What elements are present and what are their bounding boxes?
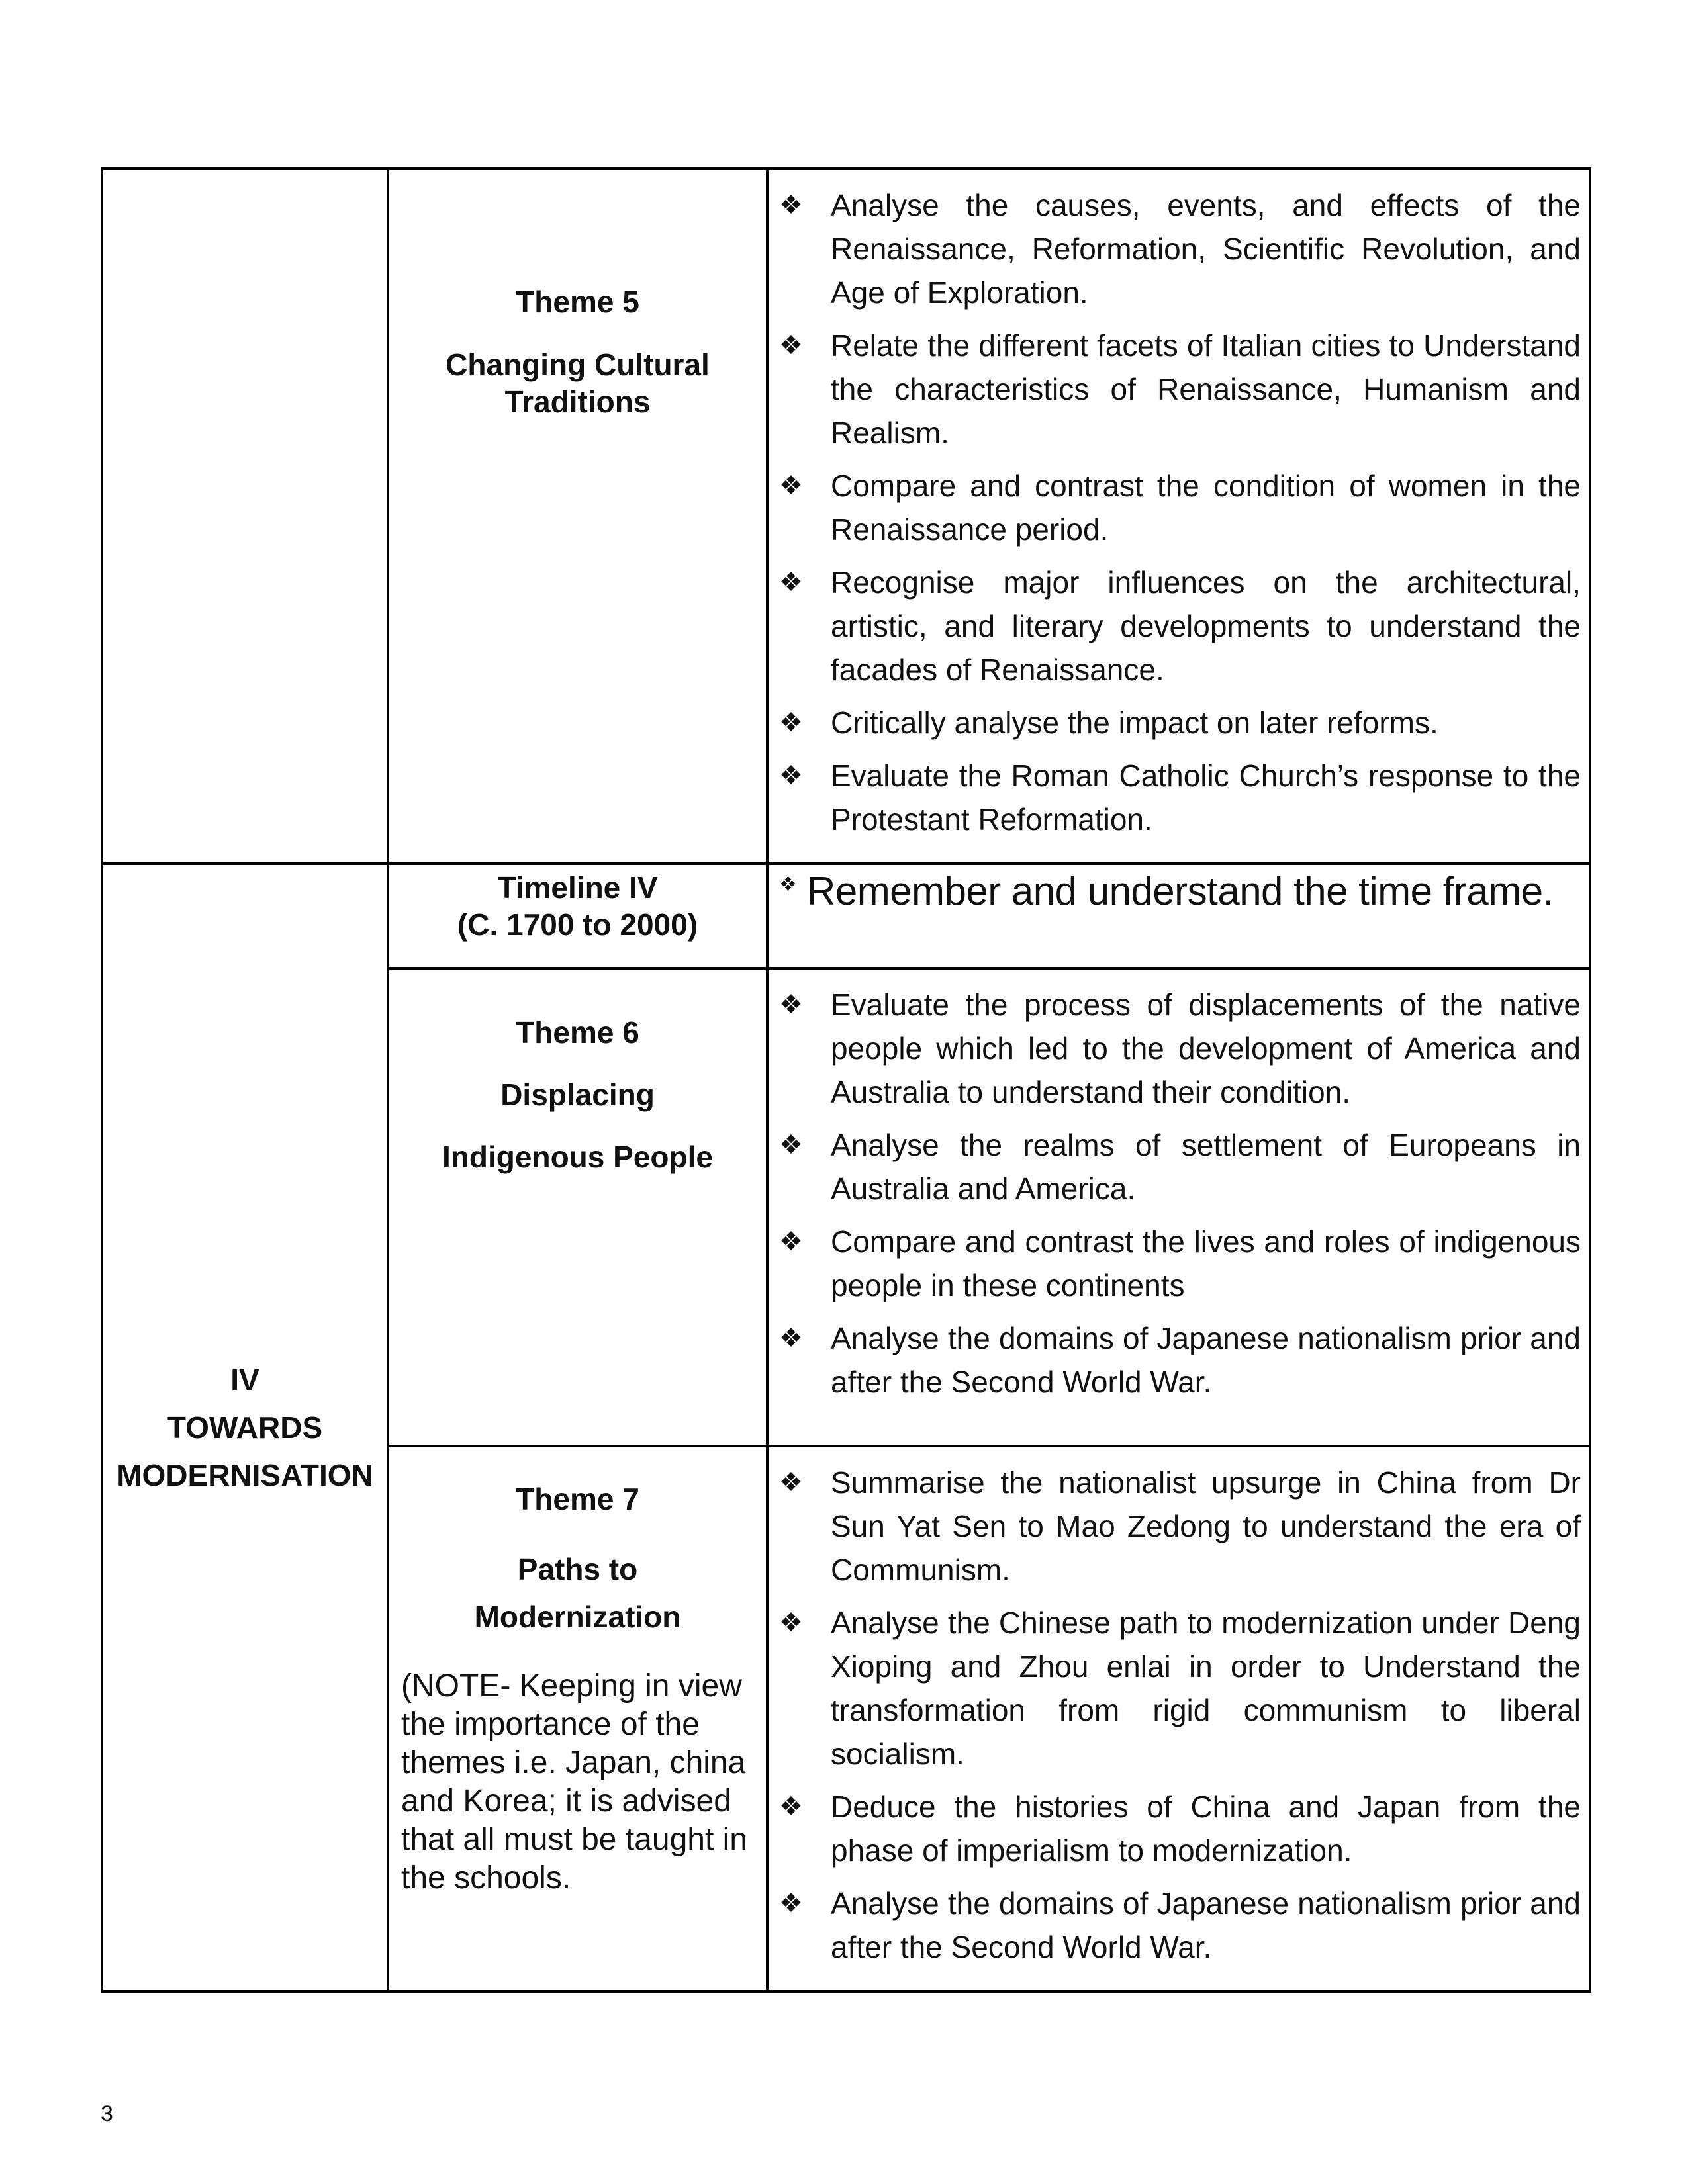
theme-cell	[388, 1446, 767, 1991]
theme-title-line1: Changing Cultural	[445, 347, 710, 382]
diamond-bullet-icon: ❖	[779, 1889, 803, 1918]
timeline-objective: ❖ Remember and understand the time frame.	[779, 869, 1581, 914]
theme-title-line1: Paths to	[517, 1552, 638, 1586]
timeline-range: (C. 1700 to 2000)	[457, 907, 698, 942]
theme-title-line2: Traditions	[504, 385, 651, 419]
list-item: ❖ Summarise the nationalist upsurge in China from Dr Sun Yat Sen to Mao Zedong to understand the era of Communism.	[779, 1461, 1581, 1592]
list-item: ❖ Evaluate the process of displacements of the native people which led to the development of America and Australia to understand their condition.	[779, 983, 1581, 1114]
diamond-bullet-icon: ❖	[779, 1608, 803, 1637]
list-item: ❖ Compare and contrast the condition of women in the Renaissance period.	[779, 464, 1581, 551]
list-item: ❖ Critically analyse the impact on later reforms.	[779, 701, 1581, 745]
theme-number: Theme 6	[516, 1015, 639, 1050]
timeline-title: Timeline IV	[497, 870, 658, 905]
diamond-bullet-icon: ❖	[779, 331, 803, 360]
objectives-cell	[767, 169, 1590, 864]
timeline-objective-cell	[767, 864, 1590, 968]
unit-cell-empty	[102, 169, 388, 864]
objectives-cell	[767, 968, 1590, 1446]
diamond-bullet-icon: ❖	[779, 990, 803, 1019]
diamond-bullet-icon: ❖	[779, 1130, 803, 1160]
theme-title-line1: Displacing	[500, 1077, 655, 1112]
diamond-bullet-icon: ❖	[779, 568, 803, 597]
diamond-bullet-icon: ❖	[779, 1227, 803, 1256]
unit-title-line1: TOWARDS	[167, 1410, 323, 1445]
objectives-cell	[767, 1446, 1590, 1991]
list-item: ❖ Analyse the domains of Japanese nationalism prior and after the Second World War.	[779, 1882, 1581, 1969]
theme-title-line2: Modernization	[474, 1600, 681, 1634]
timeline-cell	[388, 864, 767, 968]
syllabus-table	[101, 167, 1591, 1993]
diamond-bullet-icon: ❖	[779, 708, 803, 737]
unit-numeral: IV	[230, 1363, 259, 1397]
diamond-bullet-icon: ❖	[779, 471, 803, 500]
objectives-list	[779, 983, 1581, 1404]
diamond-bullet-icon: ❖	[779, 874, 797, 895]
objectives-list	[779, 1461, 1581, 1969]
theme-cell	[388, 968, 767, 1446]
theme-title-line2: Indigenous People	[442, 1140, 713, 1174]
list-item: ❖ Compare and contrast the lives and roles of indigenous people in these continents	[779, 1220, 1581, 1307]
list-item: ❖ Recognise major influences on the architectural, artistic, and literary developments to understand the facades of Renaissance.	[779, 561, 1581, 692]
diamond-bullet-icon: ❖	[779, 191, 803, 220]
unit-cell-iv	[102, 864, 388, 1991]
list-item: ❖ Analyse the causes, events, and effects of the Renaissance, Reformation, Scientific Revolution, and Age of Exploration.	[779, 183, 1581, 314]
theme-note: (NOTE- Keeping in view the importance of the themes i.e. Japan, china and Korea; it is advised that all must be taught in the schools.	[401, 1668, 747, 1895]
diamond-bullet-icon: ❖	[779, 1792, 803, 1821]
theme-number: Theme 5	[516, 285, 639, 319]
diamond-bullet-icon: ❖	[779, 761, 803, 790]
list-item: ❖ Relate the different facets of Italian cities to Understand the characteristics of Renaissance, Humanism and Realism.	[779, 324, 1581, 455]
list-item: ❖ Analyse the Chinese path to modernization under Deng Xioping and Zhou enlai in order to Understand the transformation from rigid communism to liberal socialism.	[779, 1601, 1581, 1776]
list-item: ❖ Analyse the domains of Japanese nationalism prior and after the Second World War.	[779, 1316, 1581, 1404]
list-item: ❖ Deduce the histories of China and Japan from the phase of imperialism to modernization.	[779, 1785, 1581, 1872]
theme-number: Theme 7	[516, 1482, 639, 1516]
diamond-bullet-icon: ❖	[779, 1324, 803, 1353]
list-item: ❖ Evaluate the Roman Catholic Church’s response to the Protestant Reformation.	[779, 754, 1581, 841]
page-number: 3	[101, 2101, 113, 2126]
theme-cell	[388, 169, 767, 864]
unit-title-line2: MODERNISATION	[117, 1458, 373, 1492]
table-row-timeline	[102, 864, 1590, 968]
table-row-theme5	[102, 169, 1590, 864]
objectives-list	[779, 183, 1581, 841]
list-item: ❖ Analyse the realms of settlement of Europeans in Australia and America.	[779, 1123, 1581, 1210]
diamond-bullet-icon: ❖	[779, 1468, 803, 1497]
